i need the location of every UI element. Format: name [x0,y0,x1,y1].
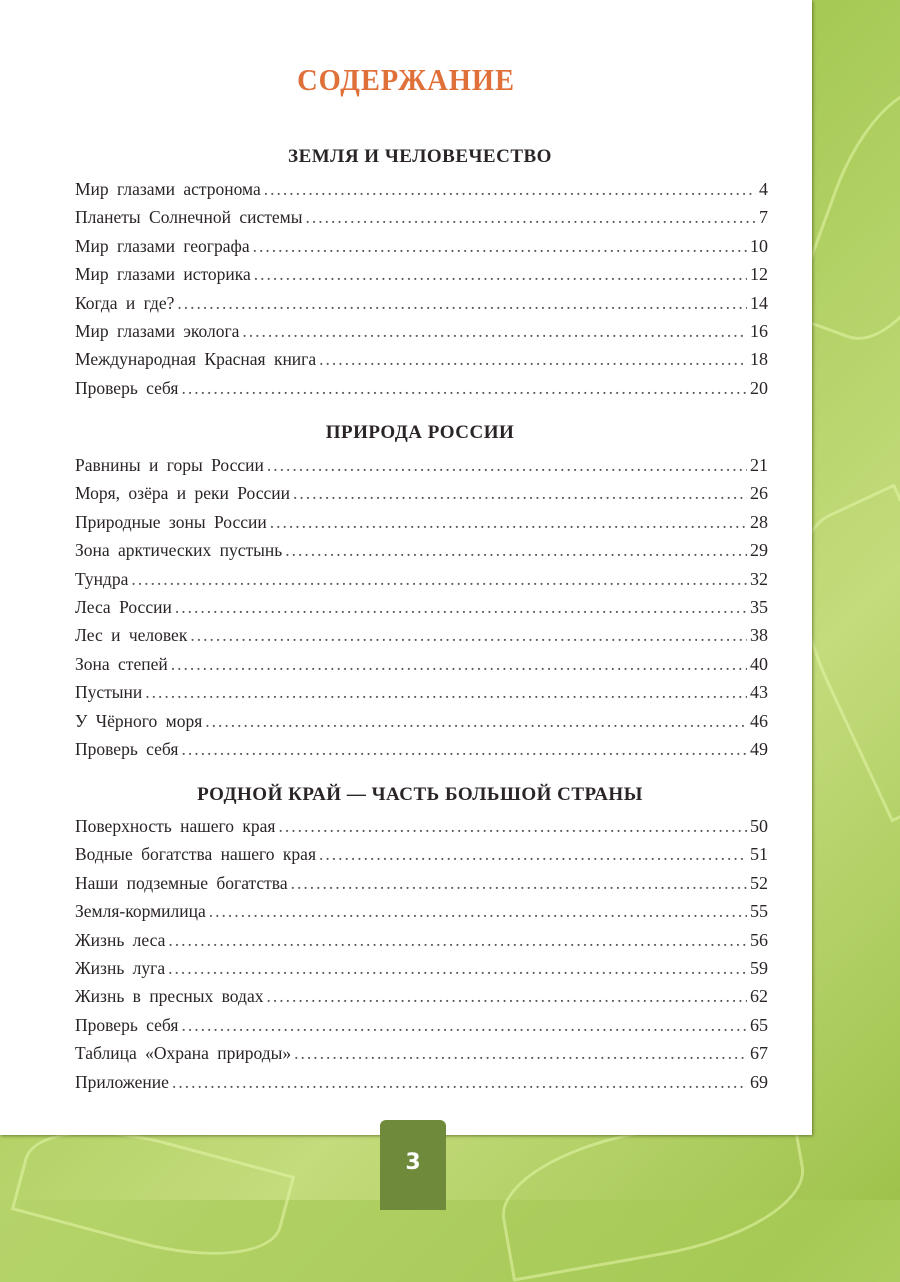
toc-entry[interactable] [75,1015,768,1043]
toc-entry[interactable] [75,711,768,739]
entry-title: Приложение [75,1071,169,1092]
entry-page: 55 [750,901,768,922]
dot-leader [242,321,747,342]
section-heading: РОДНОЙ КРАЙ — ЧАСТЬ БОЛЬШОЙ СТРАНЫ [197,784,643,805]
toc-entry[interactable] [75,1043,768,1071]
dot-leader [319,844,747,865]
entry-page: 59 [750,957,768,978]
dot-leader [181,739,747,760]
toc-entry[interactable] [75,207,768,235]
dot-leader [171,654,747,675]
entry-title: Мир глазами географа [75,235,250,256]
entry-page: 67 [750,1043,768,1064]
entry-page: 10 [750,235,768,256]
entry-page: 32 [750,568,768,589]
dot-leader [181,378,747,399]
dot-leader [264,179,756,200]
dot-leader [131,569,747,590]
entry-page: 49 [750,738,768,759]
entry-page: 38 [750,625,768,646]
toc-entry[interactable] [75,739,768,767]
toc-entry[interactable] [75,512,768,540]
entry-title: Когда и где? [75,292,175,313]
entry-page: 26 [750,483,768,504]
dot-leader [285,540,747,561]
entry-page: 50 [750,816,768,836]
entry-title: Жизнь леса [75,929,166,950]
entry-title: Земля-кормилица [75,901,206,922]
entry-title: Природные зоны России [75,511,267,532]
toc-entry[interactable] [75,901,768,929]
toc-list [75,455,768,767]
entry-title: Проверь себя [75,377,179,398]
entry-page: 20 [750,377,768,398]
entry-title: Мир глазами историка [75,264,251,285]
dot-leader [175,597,747,618]
toc-entry[interactable] [75,264,768,292]
dot-leader [267,455,747,476]
entry-title: У Чёрного моря [75,710,203,731]
entry-page: 52 [750,872,768,893]
entry-page: 12 [750,264,768,285]
entry-page: 35 [750,596,768,617]
dot-leader [181,1015,747,1036]
toc-entry[interactable] [75,540,768,568]
entry-title: Моря, озёра и реки России [75,483,290,504]
dot-leader [205,711,747,732]
entry-title: Водные богатства нашего края [75,844,316,865]
entry-title: Пустыни [75,682,143,703]
entry-page: 43 [750,682,768,703]
toc-list [75,816,768,1100]
toc-entry[interactable] [75,293,768,321]
dot-leader [254,264,747,285]
entry-page: 4 [759,179,768,199]
entry-title: Проверь себя [75,738,179,759]
toc-entry[interactable] [75,455,768,483]
dot-leader [305,207,756,228]
dot-leader [177,293,747,314]
dot-leader [190,625,747,646]
entry-title: Наши подземные богатства [75,872,288,893]
toc-entry[interactable] [75,236,768,264]
dot-leader [172,1072,747,1093]
entry-title: Мир глазами эколога [75,320,240,341]
toc-entry[interactable] [75,844,768,872]
toc-entry[interactable] [75,873,768,901]
toc-entry[interactable] [75,986,768,1014]
entry-page: 7 [759,207,768,228]
entry-title: Зона арктических пустынь [75,540,283,561]
dot-leader [270,512,747,533]
entry-page: 65 [750,1014,768,1035]
section-heading: ПРИРОДА РОССИИ [325,422,515,443]
toc-entry[interactable] [75,378,768,406]
section-heading: ЗЕМЛЯ И ЧЕЛОВЕЧЕСТВО [288,146,552,167]
page-title: СОДЕРЖАНИЕ [297,62,515,97]
toc-entry[interactable] [75,483,768,511]
entry-title: Проверь себя [75,1014,179,1035]
toc-entry[interactable] [75,625,768,653]
entry-title: Поверхность нашего края [75,816,276,836]
entry-page: 21 [750,455,768,475]
toc-entry[interactable] [75,321,768,349]
toc-entry[interactable] [75,597,768,625]
dot-leader [209,901,747,922]
entry-title: Зона степей [75,653,168,674]
toc-list [75,179,768,406]
entry-title: Равнины и горы России [75,455,264,475]
dot-leader [168,958,747,979]
dot-leader [319,349,747,370]
entry-page: 69 [750,1071,768,1092]
toc-entry[interactable] [75,569,768,597]
entry-page: 18 [750,349,768,370]
entry-title: Тундра [75,568,129,589]
entry-title: Жизнь в пресных водах [75,986,264,1007]
entry-page: 62 [750,986,768,1007]
toc-entry[interactable] [75,179,768,207]
entry-page: 28 [750,511,768,532]
entry-title: Планеты Солнечной системы [75,207,303,228]
entry-title: Мир глазами астронома [75,179,261,199]
toc-entry[interactable] [75,349,768,377]
toc-entry[interactable] [75,682,768,710]
dot-leader [291,873,747,894]
toc-entry[interactable] [75,816,768,844]
dot-leader [294,1043,747,1064]
entry-title: Международная Красная книга [75,349,317,370]
entry-page: 51 [750,844,768,865]
toc-entry[interactable] [75,958,768,986]
page-number-tab [380,1120,446,1210]
entry-page: 14 [750,292,768,313]
page-number: 3 [405,1150,421,1175]
entry-title: Лес и человек [75,625,188,646]
toc-entry[interactable] [75,654,768,682]
dot-leader [253,236,747,257]
dot-leader [145,682,747,703]
entry-page: 16 [750,320,768,341]
dot-leader [293,483,747,504]
dot-leader [266,986,747,1007]
entry-title: Таблица «Охрана природы» [75,1043,292,1064]
toc-entry[interactable] [75,1072,768,1100]
entry-page: 56 [750,929,768,950]
entry-title: Жизнь луга [75,957,166,978]
toc-entry[interactable] [75,930,768,958]
entry-page: 46 [750,710,768,731]
entry-title: Леса России [75,596,172,617]
entry-page: 29 [750,540,768,561]
dot-leader [168,930,747,951]
entry-page: 40 [750,653,768,674]
dot-leader [278,816,747,837]
